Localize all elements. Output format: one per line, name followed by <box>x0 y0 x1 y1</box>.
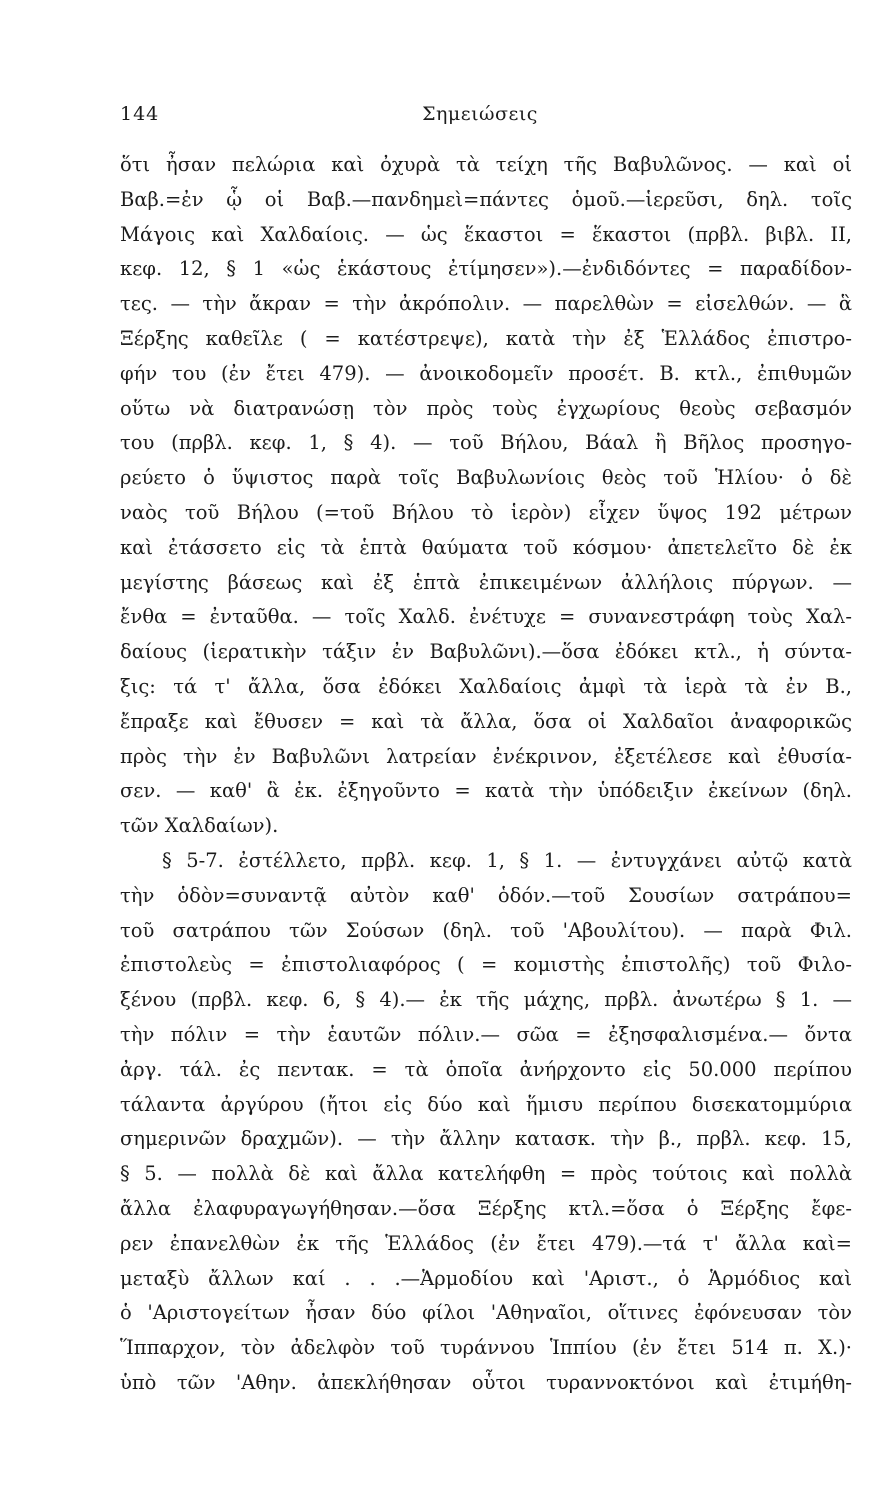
text-line: Ἵππαρχον, τὸν ἀδελφὸν τοῦ τυράννου Ἱππίου (ἐν ἔτει 514 π. Χ.)· <box>120 1336 852 1360</box>
text-line: σεν. — καθ' ἃ ἐκ. ἐξηγοῦντο = κατὰ τὴν ὑπόδειξιν ἐκείνων (δηλ. <box>120 779 852 803</box>
text-line: ἔνθα = ἐνταῦθα. — τοῖς Χαλδ. ἐνέτυχε = συνανεστράφη τοὺς Χαλ- <box>120 605 852 629</box>
text-line: Βαβ.=ἐν ᾧ οἱ Βαβ.—πανδημεὶ=πάντες ὁμοῦ.—ἱερεῦσι, δηλ. τοῖς <box>120 187 852 211</box>
page-number: 144 <box>120 103 160 125</box>
text-line: φήν του (ἐν ἔτει 479). — ἀνοικοδομεῖν προσέτ. Β. κτλ., ἐπιθυμῶν <box>120 361 852 385</box>
text-line: κεφ. 12, § 1 «ὡς ἑκάστους ἐτίμησεν»).—ἐνδιδόντες = παραδίδον- <box>120 257 852 281</box>
text-line: ἄλλα ἐλαφυραγωγήθησαν.—ὅσα Ξέρξης κτλ.=ὅσα ὁ Ξέρξης ἔφε- <box>120 1196 852 1220</box>
header-title: Σημειώσεις <box>422 103 538 125</box>
text-line: ξις: τά τ' ἄλλα, ὅσα ἐδόκει Χαλδαίοις ἀμφὶ τὰ ἱερὰ τὰ ἐν Β., <box>120 674 852 698</box>
text-line: ὁ 'Αριστογείτων ἦσαν δύο φίλοι 'Αθηναῖοι, οἵτινες ἐφόνευσαν τὸν <box>120 1301 852 1325</box>
running-head <box>120 103 840 133</box>
text-line: ἀργ. τάλ. ἐς πεντακ. = τὰ ὁποῖα ἀνήρχοντο εἰς 50.000 περίπου <box>120 1057 852 1081</box>
paragraph-start-line: § 5-7. ἐστέλλετο, πρβλ. κεφ. 1, § 1. — ἐντυγχάνει αὐτῷ κατὰ <box>162 848 852 872</box>
text-line: δαίους (ἱερατικὴν τάξιν ἐν Βαβυλῶνι).—ὅσα ἐδόκει κτλ., ἡ σύντα- <box>120 640 852 664</box>
text-line: σημερινῶν δραχμῶν). — τὴν ἄλλην κατασκ. τὴν β., πρβλ. κεφ. 15, <box>120 1127 852 1151</box>
text-line: § 5. — πολλὰ δὲ καὶ ἄλλα κατελήφθη = πρὸς τούτοις καὶ πολλὰ <box>120 1162 852 1186</box>
text-line: ὅτι ἦσαν πελώρια καὶ ὀχυρὰ τὰ τείχη τῆς Βαβυλῶνος. — καὶ οἱ <box>120 153 852 176</box>
text-line: τῶν Χαλδαίων). <box>120 814 279 838</box>
text-line: καὶ ἐτάσσετο εἰς τὰ ἑπτὰ θαύματα τοῦ κόσμου· ἀπετελεῖτο δὲ ἐκ <box>120 535 852 559</box>
text-line: ρεν ἐπανελθὼν ἐκ τῆς Ἑλλάδος (ἐν ἔτει 479).—τά τ' ἄλλα καὶ= <box>120 1231 852 1255</box>
text-line: ἔπραξε καὶ ἔθυσεν = καὶ τὰ ἄλλα, ὅσα οἱ Χαλδαῖοι ἀναφορικῶς <box>120 709 852 733</box>
text-line: ναὸς τοῦ Βήλου (=τοῦ Βήλου τὸ ἱερὸν) εἶχεν ὕψος 192 μέτρων <box>120 500 852 524</box>
text-line: μεταξὺ ἄλλων καί . . .—Ἁρμοδίου καὶ 'Αριστ., ὁ Ἁρμόδιος καὶ <box>120 1266 852 1290</box>
text-line: τάλαντα ἀργύρου (ἤτοι εἰς δύο καὶ ἥμισυ περίπου δισεκατομμύρια <box>120 1092 852 1116</box>
text-line: τὴν ὁδὸν=συναντᾷ αὐτὸν καθ' ὁδόν.—τοῦ Σουσίων σατράπου= <box>120 883 852 907</box>
text-line: οὕτω νὰ διατρανώσῃ τὸν πρὸς τοὺς ἐγχωρίους θεοὺς σεβασμόν <box>120 396 852 420</box>
text-line: ὑπὸ τῶν 'Αθην. ἀπεκλήθησαν οὗτοι τυραννοκτόνοι καὶ ἐτιμήθη- <box>120 1370 852 1394</box>
notes-body <box>120 148 852 1401</box>
text-line: Μάγοις καὶ Χαλδαίοις. — ὡς ἕκαστοι = ἕκαστοι (πρβλ. βιβλ. II, <box>120 222 852 246</box>
text-line: πρὸς τὴν ἐν Βαβυλῶνι λατρείαν ἐνέκρινον, ἐξετέλεσε καὶ ἐθυσία- <box>120 744 852 768</box>
text-line: τὴν πόλιν = τὴν ἑαυτῶν πόλιν.— σῶα = ἐξησφαλισμένα.— ὄντα <box>120 1022 852 1046</box>
text-line: ρεύετο ὁ ὕψιστος παρὰ τοῖς Βαβυλωνίοις θεὸς τοῦ Ἡλίου· ὁ δὲ <box>120 466 852 490</box>
text-line: τες. — τὴν ἄκραν = τὴν ἀκρόπολιν. — παρελθὼν = εἰσελθών. — ἃ <box>120 292 852 316</box>
text-line: ἐπιστολεὺς = ἐπιστολιαφόρος ( = κομιστὴς ἐπιστολῆς) τοῦ Φιλο- <box>120 953 852 977</box>
text-line: ξένου (πρβλ. κεφ. 6, § 4).— ἐκ τῆς μάχης, πρβλ. ἀνωτέρω § 1. — <box>120 988 852 1012</box>
text-line: του (πρβλ. κεφ. 1, § 4). — τοῦ Βήλου, Βάαλ ἢ Βῆλος προσηγο- <box>120 431 852 455</box>
text-line: Ξέρξης καθεῖλε ( = κατέστρεψε), κατὰ τὴν ἐξ Ἑλλάδος ἐπιστρο- <box>120 326 852 350</box>
text-line: τοῦ σατράπου τῶν Σούσων (δηλ. τοῦ 'Αβουλίτου). — παρὰ Φιλ. <box>120 918 852 942</box>
text-line: μεγίστης βάσεως καὶ ἐξ ἑπτὰ ἐπικειμένων ἀλλήλοις πύργων. — <box>120 570 852 594</box>
